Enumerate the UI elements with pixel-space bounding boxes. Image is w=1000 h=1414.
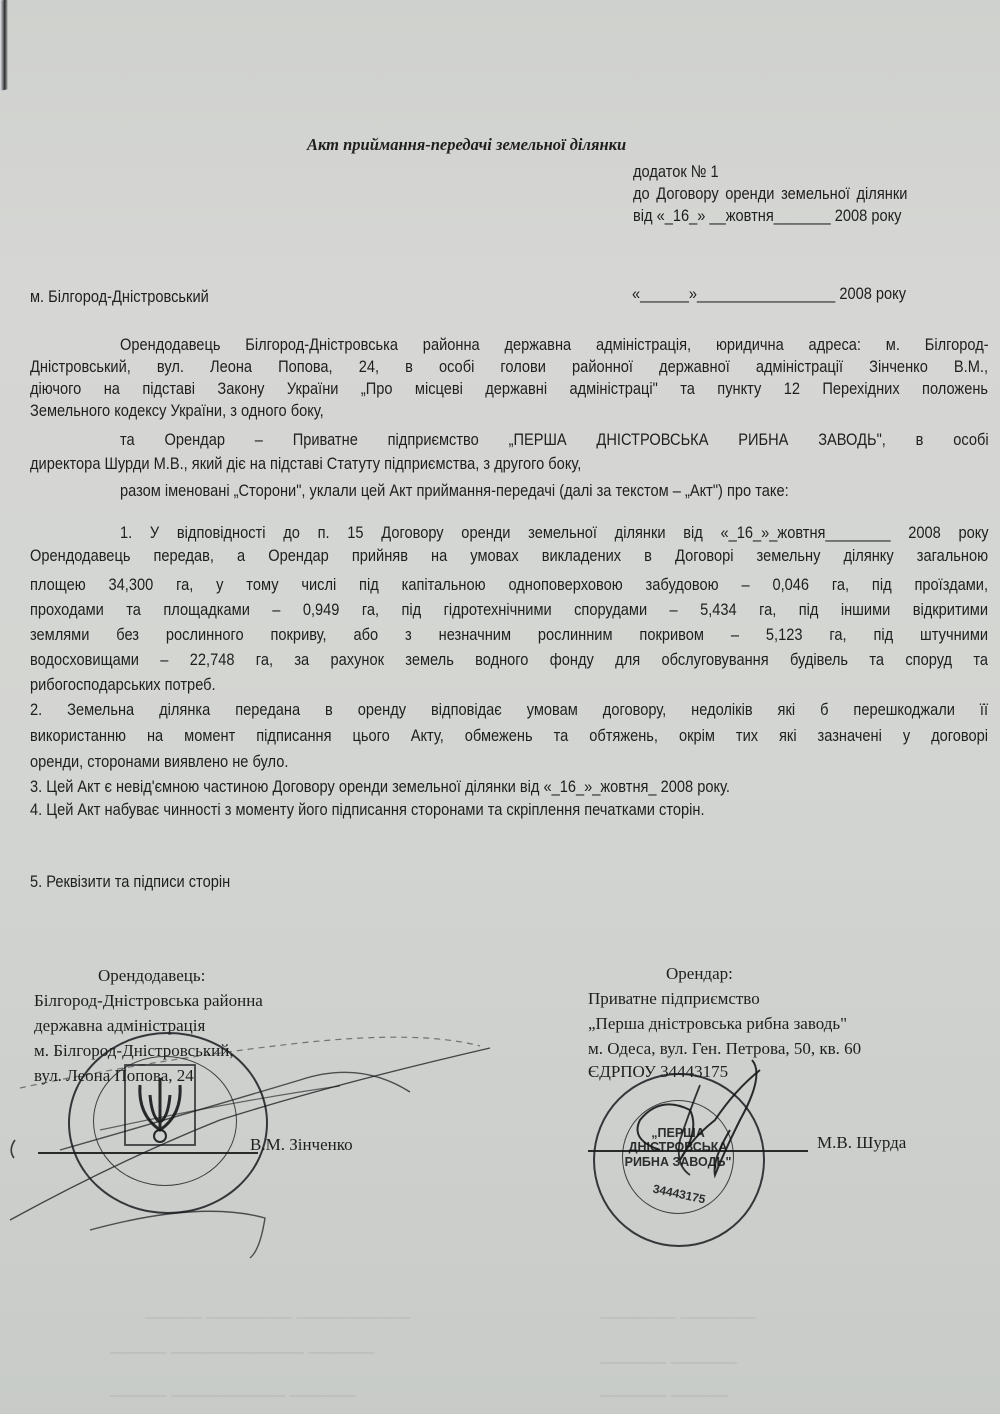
clause-line: використанню на момент підписання цього Акту, обмежень та обтяжень, окрім тих які зазначені у договорі [30, 726, 989, 745]
preamble-line: Дністровський, вул. Леона Попова, 24, в особі голови районної державної адміністрації Зінченко В.М., [30, 357, 989, 376]
lessee-line: ЄДРПОУ 34443175 [588, 1062, 729, 1081]
stamp-code: 34443175 [651, 1181, 707, 1207]
clause-4: 4. Цей Акт набуває чинності з моменту його підписання сторонами та скріплення печатками сторін. [30, 800, 705, 819]
clause-line: землями без рослинного покриву, або з незначним рослинним покривом – 5,123 га, під штучними [30, 625, 989, 644]
stamp-center-line: ДНІСТРОВСЬКА [628, 1140, 728, 1155]
lessee-line: м. Одеса, вул. Ген. Петрова, 50, кв. 60 [588, 1039, 862, 1058]
lessor-line: Білгород-Дністровська районна [34, 991, 263, 1010]
lessor-line: м. Білгород-Дністровський, [34, 1041, 234, 1060]
place-of-signing: м. Білгород-Дністровський [30, 287, 209, 306]
appendix-number: додаток № 1 [633, 162, 719, 181]
clause-3: 3. Цей Акт є невід'ємною частиною Договору оренди земельної ділянки від «_16_»_жовтня_ 2008 року. [30, 777, 730, 796]
clause-line: рибогосподарських потреб. [30, 675, 216, 694]
lessee-heading: Орендар: [666, 964, 733, 983]
clause-line: площею 34,300 га, у тому числі під капітальною одноповерховою забудовою – 0,046 га, під проїздами, [30, 575, 989, 594]
clause-5-heading: 5. Реквізити та підписи сторін [30, 872, 231, 891]
lessor-heading: Орендодавець: [98, 966, 206, 985]
clause-line: проходами та площадками – 0,949 га, під гідротехнічними спорудами – 5,434 га, під іншими відкритими [30, 600, 989, 619]
preamble-line: Орендодавець Білгород-Дністровська районна державна адміністрація, юридична адреса: м. Білгород- [120, 335, 989, 354]
clause-line: оренди, сторонами виявлено не було. [30, 752, 289, 771]
preamble-line: та Орендар – Приватне підприємство „ПЕРША ДНІСТРОВСЬКА РИБНА ЗАВОДЬ", в особі [120, 430, 989, 449]
stamp-center-line: „ПЕРША [651, 1126, 705, 1140]
lessee-line: Приватне підприємство [588, 989, 760, 1008]
preamble-line: Земельного кодексу України, з одного боку, [30, 401, 324, 420]
document-title: Акт приймання-передачі земельної ділянки [307, 135, 627, 154]
lessee-signatory: М.В. Шурда [817, 1133, 907, 1152]
preamble-line: директора Шурди М.В., який діє на підставі Статуту підприємства, з другого боку, [30, 454, 582, 473]
act-date: «______»_________________ 2008 року [632, 284, 907, 303]
clause-line: 1. У відповідності до п. 15 Договору оренди земельної ділянки від «_16_»_жовтня________ 2008 року [120, 523, 989, 542]
lessor-line: державна адміністрація [34, 1016, 206, 1035]
clause-line: водосховищами – 22,748 га, за рахунок земель водного фонду для обслуговування будівель та споруд та [30, 650, 989, 669]
lessor-signatory: В.М. Зінченко [250, 1135, 353, 1154]
lessee-line: „Перша дністровська рибна заводь" [588, 1014, 848, 1033]
stamp-center-line: РИБНА ЗАВОДЬ" [624, 1154, 732, 1169]
appendix-contract-ref: до Договору оренди земельної ділянки [633, 184, 908, 203]
clause-line: Орендодавець передав, а Орендар прийняв на умовах викладених в Договорі земельну ділянку загальною [30, 546, 989, 565]
clause-line: 2. Земельна ділянка передана в оренду відповідає умовам договору, недоліків які б перешкоджали її [30, 700, 989, 719]
appendix-contract-date: від «_16_» __жовтня_______ 2008 року [633, 206, 902, 225]
preamble-line: разом іменовані „Сторони", уклали цей Акт приймання-передачі (далі за текстом – „Акт") про таке: [120, 481, 789, 500]
lessor-line: вул. Леона Попова, 24 [34, 1066, 194, 1085]
preamble-line: діючого на підставі Закону України „Про місцеві державні адміністраці" та пункту 12 Перехідних положень [30, 379, 989, 398]
